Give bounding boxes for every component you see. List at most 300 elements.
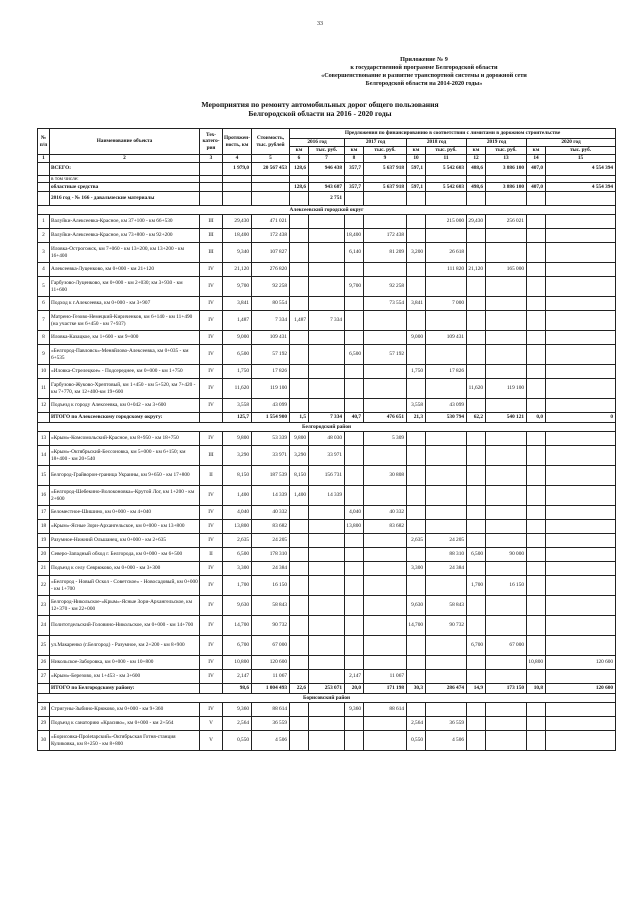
row-value	[290, 656, 309, 670]
row-value	[364, 534, 407, 548]
row-value	[467, 229, 486, 243]
row-value: III	[200, 215, 223, 229]
row-value	[345, 215, 364, 229]
row-value: 17 826	[426, 365, 467, 379]
row-number: 26	[38, 656, 50, 670]
row-value: 20,0	[345, 684, 364, 694]
row-value	[426, 229, 467, 243]
row-value	[467, 656, 486, 670]
row-value: 14,9	[467, 684, 486, 694]
row-number	[38, 175, 50, 183]
row-value	[546, 520, 616, 534]
row-value: 81 209	[364, 243, 407, 263]
row-value	[223, 192, 252, 206]
row-value: 1 979,0	[223, 162, 252, 175]
row-value	[407, 345, 426, 365]
row-value	[407, 466, 426, 486]
row-value	[546, 215, 616, 229]
title-line: Мероприятия по ремонту автомобильных дорог общего пользования	[201, 100, 439, 109]
row-value	[364, 616, 407, 636]
row-value: 6,500	[223, 548, 252, 562]
row-value	[345, 562, 364, 576]
row-value	[345, 636, 364, 656]
row-value	[467, 466, 486, 486]
row-value: 9,000	[407, 331, 426, 345]
row-value: 98,6	[223, 684, 252, 694]
row-value: 53 339	[252, 432, 290, 446]
table-row	[38, 520, 616, 534]
row-value: 57 192	[252, 345, 290, 365]
row-value: 156 731	[309, 466, 345, 486]
table-row	[38, 277, 616, 297]
row-value: 1,700	[223, 576, 252, 596]
header-rub: тыс. руб.	[426, 147, 467, 155]
table-row	[38, 616, 616, 636]
row-value	[309, 229, 345, 243]
row-name: Никольское-Заборовка, км 0+000 - км 10+800	[50, 656, 200, 670]
row-value	[467, 506, 486, 520]
row-value: 5 309	[364, 432, 407, 446]
row-value	[407, 263, 426, 277]
row-value	[486, 399, 527, 413]
row-value	[252, 175, 290, 183]
row-value	[546, 506, 616, 520]
row-value: IV	[200, 345, 223, 365]
row-value	[200, 413, 223, 423]
header-km: км	[345, 147, 364, 155]
row-value	[200, 192, 223, 206]
row-value: 90 732	[426, 616, 467, 636]
row-number: 29	[38, 717, 50, 731]
row-value	[467, 192, 486, 206]
row-number	[38, 684, 50, 694]
table-row	[38, 446, 616, 466]
row-value	[426, 636, 467, 656]
row-value	[426, 432, 467, 446]
row-value	[426, 486, 467, 506]
row-value	[467, 243, 486, 263]
row-value	[546, 446, 616, 466]
row-value	[527, 562, 546, 576]
row-value	[290, 731, 309, 751]
row-value: 3,841	[223, 297, 252, 311]
row-value: IV	[200, 486, 223, 506]
row-value: 119 100	[486, 379, 527, 399]
row-value: 16 150	[252, 576, 290, 596]
row-value: 286 474	[426, 684, 467, 694]
row-value: 0,550	[407, 731, 426, 751]
header-name: Наименование объекта	[50, 129, 200, 155]
row-value	[486, 656, 527, 670]
header-category: Тех- катего- рия	[200, 129, 223, 155]
row-number: 1	[38, 215, 50, 229]
row-value: 3,290	[223, 446, 252, 466]
row-value	[527, 548, 546, 562]
row-value: 1,750	[223, 365, 252, 379]
row-number: 11	[38, 379, 50, 399]
row-number: 27	[38, 670, 50, 684]
row-number: 4	[38, 263, 50, 277]
row-value	[527, 616, 546, 636]
row-value	[345, 379, 364, 399]
row-name: Политотдельский-Головино-Никольское, км 0+000 - км 14+700	[50, 616, 200, 636]
colnum: 1	[38, 155, 50, 163]
row-value	[486, 331, 527, 345]
row-value	[345, 399, 364, 413]
row-value	[426, 466, 467, 486]
row-value	[467, 703, 486, 717]
row-value: 4 506	[426, 731, 467, 751]
row-value	[345, 297, 364, 311]
row-value	[546, 534, 616, 548]
row-name: Гарбузово-Луценково, км 0+000 - км 2+030; км 3+930 - км 11+600	[50, 277, 200, 297]
row-value	[309, 365, 345, 379]
colnum: 7	[309, 155, 345, 163]
row-value: 90 000	[486, 548, 527, 562]
row-number	[38, 162, 50, 175]
title-line: Белгородской области на 2016 - 2020 годы	[248, 109, 392, 118]
row-value: 120 600	[546, 656, 616, 670]
row-value: 2 751	[309, 192, 345, 206]
table-row	[38, 215, 616, 229]
row-value	[546, 311, 616, 331]
row-value: 88 614	[252, 703, 290, 717]
row-value	[426, 192, 467, 206]
row-value: 11,620	[223, 379, 252, 399]
row-value	[309, 277, 345, 297]
row-value: IV	[200, 656, 223, 670]
header-km: км	[467, 147, 486, 155]
table-row	[38, 263, 616, 277]
row-value: 6,500	[345, 345, 364, 365]
row-value: 1,750	[407, 365, 426, 379]
row-value	[486, 670, 527, 684]
row-value: 14,700	[223, 616, 252, 636]
row-value	[407, 636, 426, 656]
colnum: 5	[252, 155, 290, 163]
row-value: 2,147	[223, 670, 252, 684]
row-number: 5	[38, 277, 50, 297]
row-name: Белгород-Никольское-«Крым»-Ясные Зори-Архангельское, км 12+370 - км 22+000	[50, 596, 200, 616]
row-value: 10,800	[223, 656, 252, 670]
colnum: 14	[527, 155, 546, 163]
row-value	[407, 486, 426, 506]
row-value	[426, 506, 467, 520]
row-value: 476 651	[364, 413, 407, 423]
row-value	[309, 616, 345, 636]
row-value: II	[200, 466, 223, 486]
row-value	[486, 365, 527, 379]
row-value	[546, 379, 616, 399]
row-name: «Крым»-Березово, км 1+453 - км 3+600	[50, 670, 200, 684]
table-row	[38, 548, 616, 562]
row-value	[486, 506, 527, 520]
row-value	[309, 534, 345, 548]
row-value: 80 554	[252, 297, 290, 311]
row-value: 4,040	[223, 506, 252, 520]
row-value: 13,800	[223, 520, 252, 534]
row-value: 67 000	[252, 636, 290, 656]
row-value: 1,700	[467, 576, 486, 596]
row-value: 172 438	[364, 229, 407, 243]
row-value: 3,558	[223, 399, 252, 413]
row-value	[486, 192, 527, 206]
section-title: Белгородский район	[38, 423, 616, 432]
row-value: 14 339	[309, 486, 345, 506]
row-value: 107 827	[252, 243, 290, 263]
row-number: 3	[38, 243, 50, 263]
row-value: 88 310	[426, 548, 467, 562]
row-value: 29,430	[467, 215, 486, 229]
table-row	[38, 576, 616, 596]
row-value: 1,400	[223, 486, 252, 506]
row-value	[407, 703, 426, 717]
row-value: 1 004 493	[252, 684, 290, 694]
header-length: Протяжен- ность, км	[223, 129, 252, 155]
row-value: IV	[200, 576, 223, 596]
row-name: «Белгород-Шебекино-Волоконовка»-Крутой Лог, км 1+200 - км 2+600	[50, 486, 200, 506]
row-value: 30,3	[407, 684, 426, 694]
row-value	[407, 379, 426, 399]
row-value: 946 438	[309, 162, 345, 175]
header-km: км	[290, 147, 309, 155]
row-value	[290, 243, 309, 263]
row-name: Стригуны-Зыбино-Крюково, км 0+000 - км 9+360	[50, 703, 200, 717]
row-value	[407, 446, 426, 466]
colnum: 8	[345, 155, 364, 163]
row-value	[345, 486, 364, 506]
row-name: ВСЕГО:	[50, 162, 200, 175]
row-value: 21,120	[223, 263, 252, 277]
colnum: 12	[467, 155, 486, 163]
row-value	[345, 175, 364, 183]
appendix-line: Белгородской области на 2014-2020 годы»	[365, 80, 483, 87]
row-value	[527, 331, 546, 345]
row-value: 498,6	[467, 183, 486, 192]
row-value: 3,300	[223, 562, 252, 576]
appendix-line: Приложение № 9	[400, 56, 448, 63]
row-name: Подъезд к селу Севрюково, км 0+000 - км 3+300	[50, 562, 200, 576]
row-value	[467, 365, 486, 379]
table-row	[38, 311, 616, 331]
row-value: 36 559	[426, 717, 467, 731]
row-value	[223, 175, 252, 183]
row-name: Иловка-Острогожск, км 7+060 - км 13+200, км 13+200 - км 16+400	[50, 243, 200, 263]
row-value	[527, 192, 546, 206]
row-value	[364, 656, 407, 670]
row-value: 24 205	[252, 534, 290, 548]
row-value	[527, 534, 546, 548]
row-value	[252, 183, 290, 192]
row-value	[345, 731, 364, 751]
row-value: 9,700	[345, 277, 364, 297]
header-rub: тыс. руб.	[364, 147, 407, 155]
row-value	[309, 263, 345, 277]
row-value	[546, 717, 616, 731]
row-value	[467, 311, 486, 331]
row-value	[486, 446, 527, 466]
row-value: 58 843	[252, 596, 290, 616]
row-value: 2,564	[407, 717, 426, 731]
row-value: 57 192	[364, 345, 407, 365]
row-value	[467, 520, 486, 534]
row-value: 1,487	[223, 311, 252, 331]
row-value	[290, 548, 309, 562]
table-row	[38, 399, 616, 413]
section-row	[38, 423, 616, 432]
row-value: IV	[200, 399, 223, 413]
row-number: 18	[38, 520, 50, 534]
row-value: 24 384	[252, 562, 290, 576]
row-value	[364, 717, 407, 731]
row-value	[364, 446, 407, 466]
row-number: 10	[38, 365, 50, 379]
row-value: 9,000	[223, 331, 252, 345]
row-value: 943 687	[309, 183, 345, 192]
row-value	[252, 192, 290, 206]
row-value	[364, 576, 407, 596]
row-value: 21,3	[407, 413, 426, 423]
row-value: 58 843	[426, 596, 467, 616]
row-value: 4 554 394	[546, 183, 616, 192]
row-value	[527, 432, 546, 446]
row-value	[467, 331, 486, 345]
row-value	[426, 277, 467, 297]
row-name: Гарбузово-Жуково-Хрептовый, км 1+450 - км 5+520, км 7+420 - км 7+770, км 12+400-км 19+600	[50, 379, 200, 399]
row-value: II	[200, 548, 223, 562]
header-funding: Предложения по финансированию в соответствии с лимитами в дорожном строительстве	[290, 129, 616, 139]
row-value	[290, 331, 309, 345]
row-value	[546, 399, 616, 413]
row-value	[467, 277, 486, 297]
row-number: 14	[38, 446, 50, 466]
colnum: 3	[200, 155, 223, 163]
table-row	[38, 486, 616, 506]
row-value: 9,700	[223, 277, 252, 297]
row-value: IV	[200, 670, 223, 684]
row-value: 9,630	[407, 596, 426, 616]
row-value: 9,340	[223, 243, 252, 263]
row-value	[407, 576, 426, 596]
row-value	[546, 486, 616, 506]
row-value: 83 682	[364, 520, 407, 534]
row-value: 276 820	[252, 263, 290, 277]
row-number: 6	[38, 297, 50, 311]
row-value: 5 637 918	[364, 183, 407, 192]
row-value	[527, 520, 546, 534]
row-name: ул.Макаренко (г.Белгород) - Разумное, км 2+200 - км 8+900	[50, 636, 200, 656]
row-value	[546, 345, 616, 365]
row-value	[309, 562, 345, 576]
row-value: 11 067	[364, 670, 407, 684]
colnum: 6	[290, 155, 309, 163]
row-value	[290, 215, 309, 229]
header-year: 2016 год	[290, 139, 345, 147]
row-name: «Иловка-Стрелецкое» - Подсереднее, км 0+000 - км 1+750	[50, 365, 200, 379]
row-number: 12	[38, 399, 50, 413]
row-value	[290, 636, 309, 656]
row-value	[290, 263, 309, 277]
row-value	[290, 192, 309, 206]
row-value	[527, 311, 546, 331]
row-value	[527, 703, 546, 717]
row-value: 171 198	[364, 684, 407, 694]
row-number: 25	[38, 636, 50, 656]
row-value: 3 886 100	[486, 162, 527, 175]
row-value	[426, 446, 467, 466]
row-value: 540 121	[486, 413, 527, 423]
row-value	[309, 717, 345, 731]
table-row	[38, 731, 616, 751]
row-value	[309, 175, 345, 183]
table-row	[38, 229, 616, 243]
table-row	[38, 162, 616, 175]
row-value: V	[200, 731, 223, 751]
row-value	[290, 379, 309, 399]
row-value	[527, 229, 546, 243]
row-value: 120 600	[546, 684, 616, 694]
header-year: 2017 год	[345, 139, 407, 147]
row-value	[486, 562, 527, 576]
row-number: 28	[38, 703, 50, 717]
row-value	[364, 731, 407, 751]
row-value: 0	[546, 413, 616, 423]
row-value: 2,635	[223, 534, 252, 548]
appendix-block	[264, 56, 584, 88]
row-value	[309, 345, 345, 365]
row-value: 18,400	[345, 229, 364, 243]
row-value	[426, 175, 467, 183]
table-row	[38, 297, 616, 311]
row-value	[364, 596, 407, 616]
header-km: км	[407, 147, 426, 155]
row-value: 407,0	[527, 162, 546, 175]
row-value	[486, 717, 527, 731]
row-value: IV	[200, 506, 223, 520]
row-number: 13	[38, 432, 50, 446]
colnum: 2	[50, 155, 200, 163]
row-value: 18,400	[223, 229, 252, 243]
row-value: 9,800	[223, 432, 252, 446]
row-value	[290, 365, 309, 379]
table-row	[38, 432, 616, 446]
row-value	[426, 311, 467, 331]
row-value: 6,500	[467, 548, 486, 562]
table-row	[38, 596, 616, 616]
row-value	[546, 548, 616, 562]
section-row	[38, 206, 616, 215]
row-name: «Крым»-Ясные Зори-Архангельское, км 0+000 - км 13+800	[50, 520, 200, 534]
row-value: IV	[200, 432, 223, 446]
row-name: ИТОГО по Алексеевскому городскому округу:	[50, 413, 200, 423]
table-row	[38, 379, 616, 399]
table-row	[38, 684, 616, 694]
row-number: 20	[38, 548, 50, 562]
row-value	[426, 379, 467, 399]
row-value	[527, 486, 546, 506]
row-value	[467, 731, 486, 751]
row-value: 111 820	[426, 263, 467, 277]
row-value	[309, 399, 345, 413]
row-value	[467, 297, 486, 311]
row-value: 357,7	[345, 162, 364, 175]
row-value: 9,800	[290, 432, 309, 446]
row-name: ИТОГО по Белгородскому району:	[50, 684, 200, 694]
row-value	[290, 297, 309, 311]
row-number: 30	[38, 731, 50, 751]
row-value	[546, 297, 616, 311]
row-value	[200, 162, 223, 175]
